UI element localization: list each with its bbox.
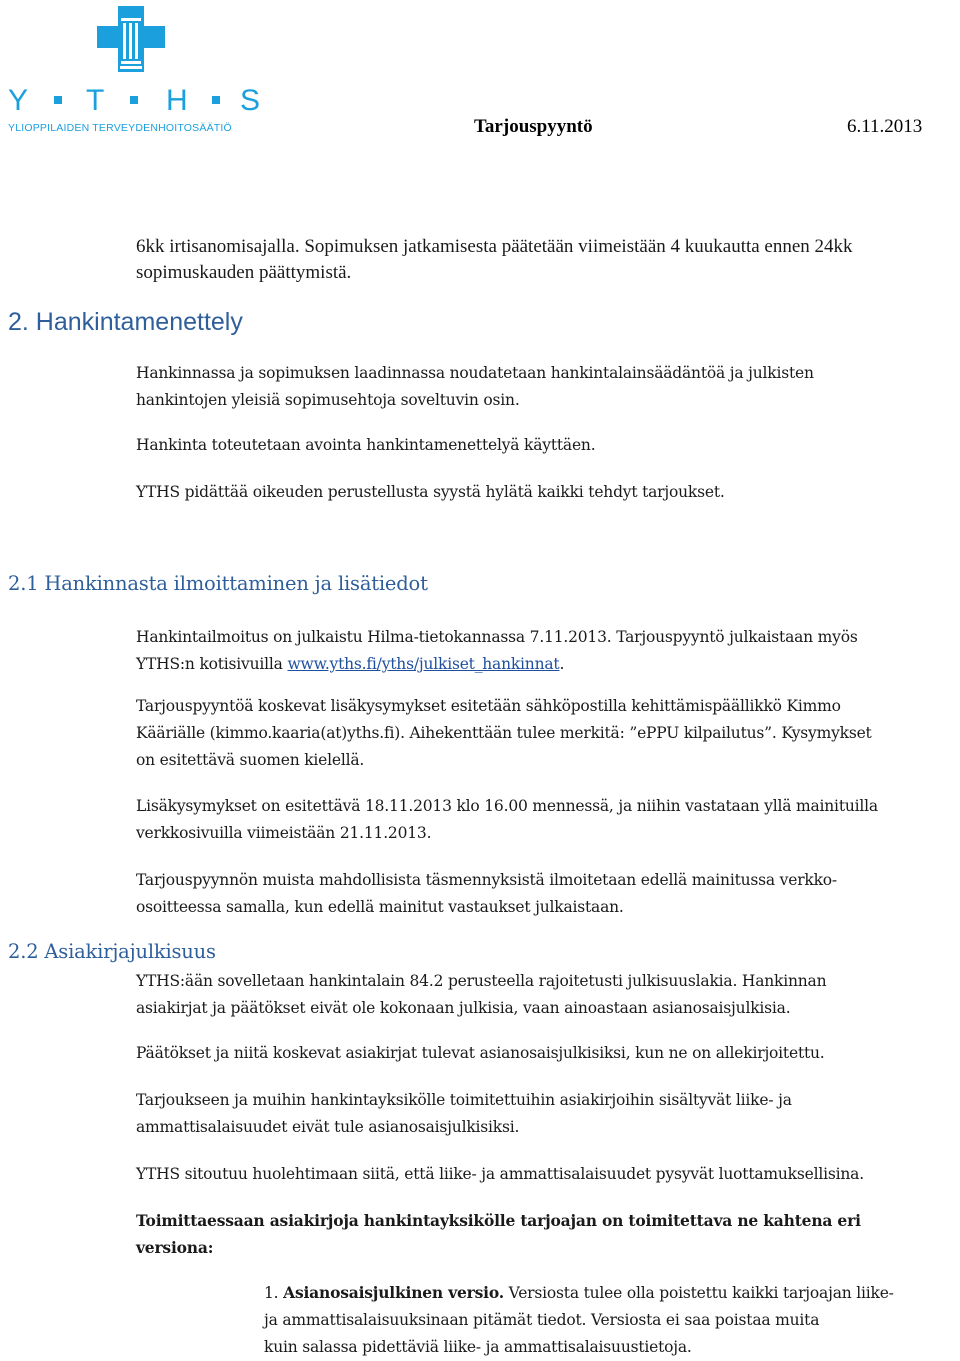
section2-p2: Hankinta toteutetaan avointa hankintamenettelyä käyttäen. xyxy=(136,436,596,454)
section-heading-2: 2. Hankintamenettely xyxy=(8,308,243,336)
logo-letter-y: Y xyxy=(8,84,29,117)
paragraph-line: versiona: xyxy=(136,1238,214,1257)
list-item-line: 1. Asianosaisjulkinen versio. Versiosta tulee olla poistettu kaikki tarjoajan liike- xyxy=(264,1283,894,1302)
logo-dot xyxy=(212,96,220,104)
section21-p3 xyxy=(136,793,878,847)
julkiset-hankinnat-link[interactable]: www.yths.fi/yths/julkiset_hankinnat xyxy=(287,655,560,673)
paragraph-line: Hankinnassa ja sopimuksen laadinnassa noudatetaan hankintalainsäädäntöä ja julkisten xyxy=(136,364,814,382)
paragraph-line: on esitettävä suomen kielellä. xyxy=(136,751,365,769)
paragraph-line: Tarjouspyyntöä koskevat lisäkysymykset esitetään sähköpostilla kehittämispäällikkö Kimmo xyxy=(136,697,841,715)
cross-pillar-icon xyxy=(0,0,270,140)
list-number: 1. xyxy=(264,1284,279,1302)
paragraph-line: Tarjouspyynnön muista mahdollisista täsmennyksistä ilmoitetaan edellä mainitussa verkko- xyxy=(136,871,837,889)
section21-p4 xyxy=(136,867,837,921)
paragraph-line: Toimittaessaan asiakirjoja hankintayksikölle tarjoajan on toimitettava ne kahtena eri xyxy=(136,1211,861,1230)
list-item-line: kuin salassa pidettäviä liike- ja ammattisalaisuustietoja. xyxy=(264,1338,692,1356)
intro-paragraph xyxy=(136,234,853,286)
paragraph-line: Tarjoukseen ja muihin hankintayksikölle toimitettuihin asiakirjoihin sisältyvät liike- ja xyxy=(136,1091,792,1109)
logo-letter-s: S xyxy=(240,84,261,117)
list-item-title: Asianosaisjulkinen versio. xyxy=(283,1283,504,1302)
section22-p4: YTHS sitoutuu huolehtimaan siitä, että liike- ja ammattisalaisuudet pysyvät luottamuksellisina. xyxy=(136,1165,864,1183)
document-title: Tarjouspyyntö xyxy=(474,116,593,137)
paragraph-line: YTHS:n kotisivuilla www.yths.fi/yths/julkiset_hankinnat. xyxy=(136,655,565,673)
paragraph-line: asiakirjat ja päätökset eivät ole kokonaan julkisia, vaan ainoastaan asianosaisjulkisia. xyxy=(136,999,791,1017)
logo-dot xyxy=(130,96,138,104)
section22-p1 xyxy=(136,968,826,1022)
section-heading-2-2: 2.2 Asiakirjajulkisuus xyxy=(8,940,216,963)
yths-logo xyxy=(0,0,270,140)
logo-subtitle: YLIOPPILAIDEN TERVEYDENHOITOSÄÄTIÖ xyxy=(8,122,232,134)
section21-p1 xyxy=(136,624,858,678)
document-date: 6.11.2013 xyxy=(847,116,923,137)
paragraph-line: Hankintailmoitus on julkaistu Hilma-tietokannassa 7.11.2013. Tarjouspyyntö julkaistaan myös xyxy=(136,628,858,646)
section22-p3 xyxy=(136,1087,792,1141)
intro-line: 6kk irtisanomisajalla. Sopimuksen jatkamisesta päätetään viimeistään 4 kuukautta ennen 24kk xyxy=(136,236,853,257)
paragraph-line: Kääriälle (kimmo.kaaria(at)yths.fi). Aihekenttään tulee merkitä: ”ePPU kilpailutus”. Kysymykset xyxy=(136,724,872,742)
paragraph-line: YTHS:ään sovelletaan hankintalain 84.2 perusteella rajoitetusti julkisuuslakia. Hankinnan xyxy=(136,972,827,990)
section2-p1 xyxy=(136,360,814,414)
paragraph-line: hankintojen yleisiä sopimusehtoja soveltuvin osin. xyxy=(136,391,520,409)
section2-p3: YTHS pidättää oikeuden perustellusta syystä hylätä kaikki tehdyt tarjoukset. xyxy=(136,483,725,501)
logo-letters xyxy=(8,84,263,117)
section-heading-2-1: 2.1 Hankinnasta ilmoittaminen ja lisätiedot xyxy=(8,572,428,595)
logo-dot xyxy=(54,96,62,104)
list-item xyxy=(264,1279,894,1361)
logo-letter-h: H xyxy=(166,84,188,117)
list-item-line: ja ammattisalaisuuksinaan pitämät tiedot. Versiosta ei saa poistaa muita xyxy=(264,1311,820,1329)
section22-p2: Päätökset ja niitä koskevat asiakirjat tulevat asianosaisjulkisiksi, kun ne on allekirjoitettu. xyxy=(136,1044,825,1062)
section22-p5 xyxy=(136,1207,861,1261)
paragraph-line: ammattisalaisuudet eivät tule asianosaisjulkisiksi. xyxy=(136,1118,520,1136)
logo-letter-t: T xyxy=(86,84,105,117)
paragraph-line: osoitteessa samalla, kun edellä mainitut vastaukset julkaistaan. xyxy=(136,898,624,916)
paragraph-line: Lisäkysymykset on esitettävä 18.11.2013 klo 16.00 mennessä, ja niihin vastataan yllä mainituilla xyxy=(136,797,878,815)
intro-line: sopimuskauden päättymistä. xyxy=(136,262,352,283)
section21-p2 xyxy=(136,693,872,774)
paragraph-line: verkkosivuilla viimeistään 21.11.2013. xyxy=(136,824,432,842)
